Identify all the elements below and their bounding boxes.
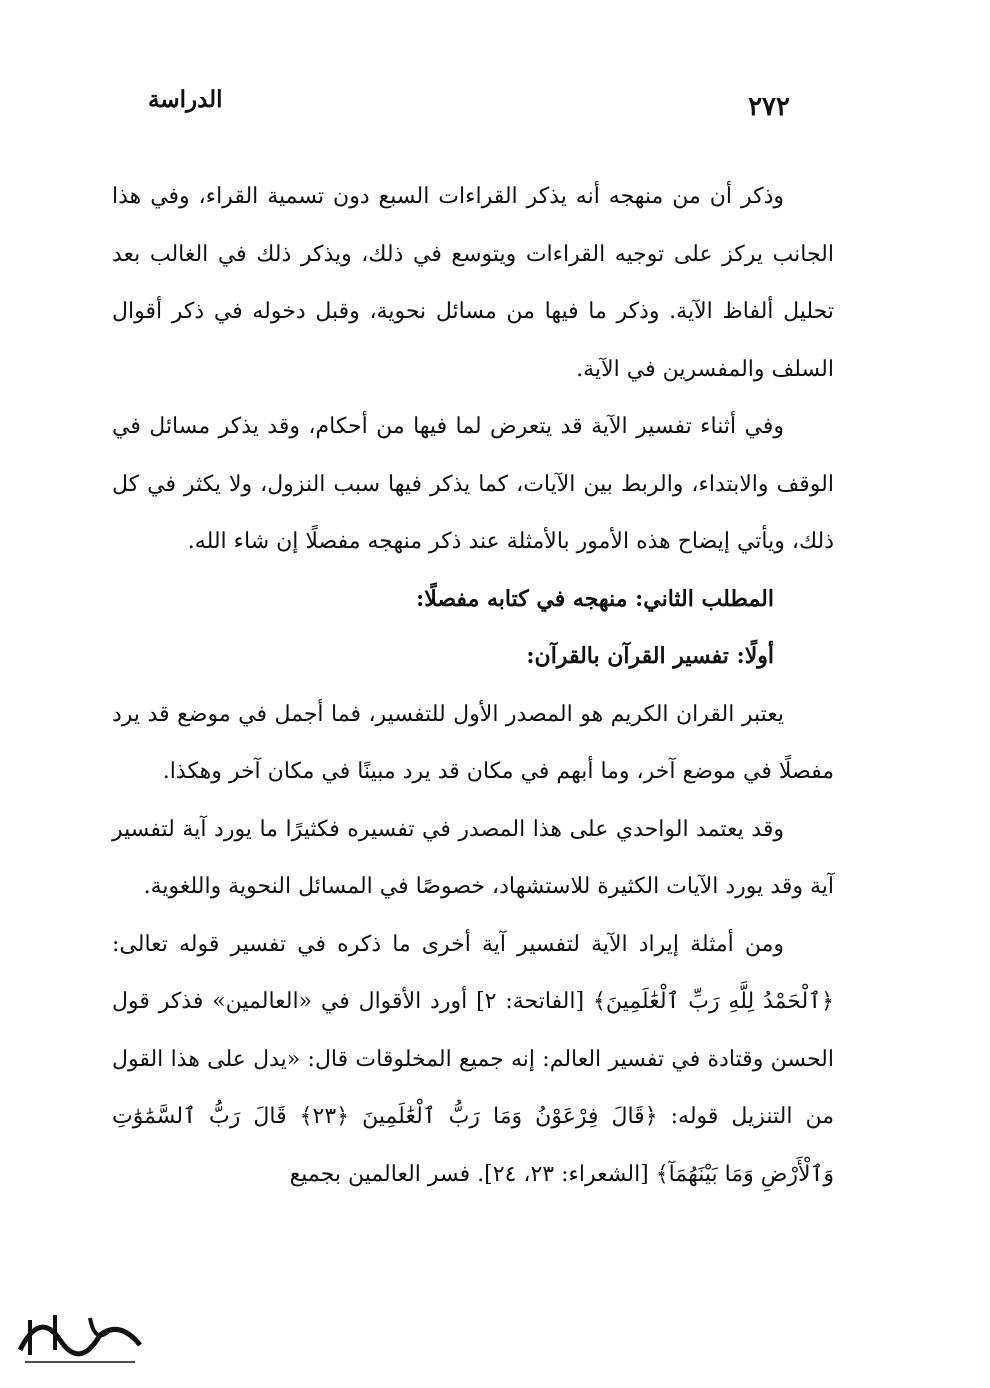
- paragraph: يعتبر القران الكريم هو المصدر الأول للتفسير، فما أجمل في موضع قد يرد مفصلًا في موضع آخر، وما أبهم في مكان قد يرد مبينًا في مكان آخر وهكذا.: [112, 701, 834, 784]
- section-heading: المطلب الثاني: منهجه في كتابه مفصلًا:: [416, 585, 774, 612]
- calligraphy-logo-icon: [10, 1290, 150, 1370]
- paragraph-text: فسر العالمين بجميع: [289, 1161, 471, 1187]
- quran-quote: ﴿قَالَ فِرْعَوْنُ وَمَا رَبُّ ٱلْعَٰلَمِينَ ﴿٢٣﴾ قَالَ رَبُّ ٱلسَّمَٰوَٰتِ وَٱلْأَرْضِ وَمَا بَيْنَهُمَآ﴾: [112, 1104, 834, 1187]
- running-header-title: الدراسة: [148, 86, 223, 113]
- quote-reference: [الفاتحة: ٢]: [476, 989, 585, 1014]
- publisher-logo: [10, 1290, 150, 1370]
- paragraph: وفي أثناء تفسير الآية قد يتعرض لما فيها من أحكام، وقد يذكر مسائل في الوقف والابتداء، والربط بين الآيات، كما يذكر فيها سبب النزول، ولا يكثر في كل ذلك، ويأتي إيضاح هذه الأمور بالأمثلة عند ذكر منهجه مفصلًا إن شاء الله.: [112, 414, 834, 554]
- quote-reference: [الشعراء: ٢٣، ٢٤].: [477, 1161, 649, 1187]
- paragraph-text: ومن أمثلة إيراد الآية لتفسير آية أخرى ما ذكره في تفسير قوله تعالى:: [112, 931, 784, 957]
- paragraph: وقد يعتمد الواحدي على هذا المصدر في تفسيره فكثيرًا ما يورد آية لتفسير آية وقد يورد الآيات الكثيرة للاستشهاد، خصوصًا في المسائل النحوية واللغوية.: [112, 816, 834, 899]
- quran-quote: ﴿ٱلْحَمْدُ لِلَّهِ رَبِّ ٱلْعَٰلَمِينَ﴾: [592, 989, 834, 1014]
- paragraph: وذكر أن من منهجه أنه يذكر القراءات السبع دون تسمية القراء، وفي هذا الجانب يركز على توجيه القراءات ويتوسع في ذلك، ويذكر ذلك في الغالب بعد تحليل ألفاظ الآية. وذكر ما فيها من مسائل نحوية، وقبل دخوله في ذكر أقوال السلف والمفسرين في الآية.: [112, 184, 834, 382]
- paragraph: [112, 916, 834, 1204]
- body-text: [112, 168, 834, 1203]
- page-number: ٢٧٢: [748, 92, 790, 122]
- subsection-heading: أولًا: تفسير القرآن بالقرآن:: [526, 643, 774, 669]
- paragraph-text: أورد الأقوال في «العالمين» فذكر قول الحسن وقتادة في تفسير العالم: إنه جميع المخلوقات قال: «يدل على هذا القول من التنزيل قوله:: [112, 989, 835, 1129]
